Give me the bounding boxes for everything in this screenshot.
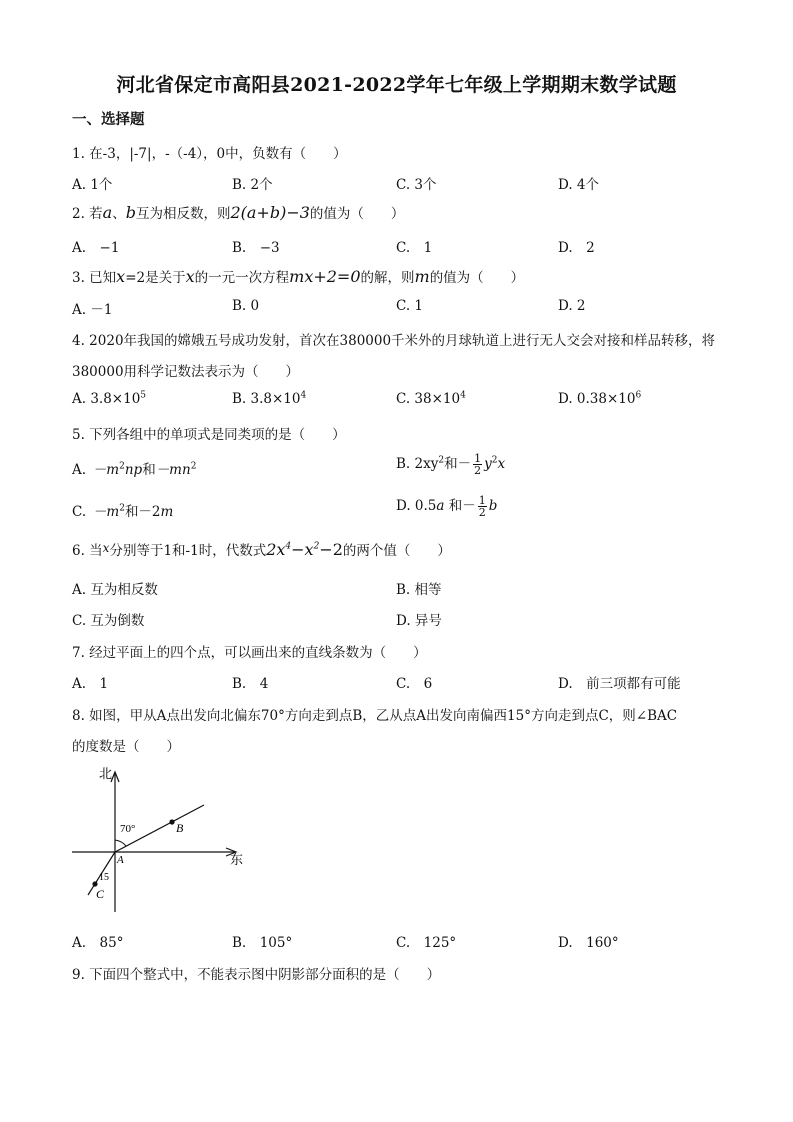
q3-option-c: C. 1 xyxy=(396,298,424,314)
question-5-stem: 5. 下列各组中的单项式是同类项的是（ ） xyxy=(72,427,346,443)
q5-d-fraction xyxy=(478,495,487,518)
q2-var-b: b xyxy=(125,203,136,222)
q7-option-c: C. 6 xyxy=(396,676,433,692)
q5-d-term: b xyxy=(488,498,498,514)
q8-option-c: C. 125° xyxy=(396,935,457,951)
q4-option-c xyxy=(396,391,466,407)
question-3-stem xyxy=(72,266,524,286)
q6-expr-part: −x xyxy=(291,540,314,559)
q2-option-b: B. −3 xyxy=(232,240,280,256)
q3-text: 3. 已知 xyxy=(72,270,117,286)
fraction-denominator: 2 xyxy=(474,464,482,477)
question-9-stem: 9. 下面四个整式中，不能表示图中阴影部分面积的是（ ） xyxy=(72,967,441,983)
q7-option-d: D. 前三项都有可能 xyxy=(558,676,681,692)
q7-option-b: B. 4 xyxy=(232,676,269,692)
angle-70-label: 70° xyxy=(120,823,136,835)
question-6-stem xyxy=(72,539,451,559)
q5-a-term: np xyxy=(124,462,143,478)
q5-a-label: A. xyxy=(72,462,87,478)
q6-exp: 2 xyxy=(313,541,320,552)
page-title: 河北省保定市高阳县2021-2022学年七年级上学期期末数学试题 xyxy=(116,74,677,96)
q3-equation: mx+2=0 xyxy=(289,267,361,286)
q6-expression xyxy=(266,540,343,559)
q1-option-c: C. 3个 xyxy=(396,177,437,193)
q5-option-d xyxy=(396,494,497,518)
q1-option-b: B. 2个 xyxy=(232,177,273,193)
north-label: 北 xyxy=(99,767,113,782)
q5-d-and: 和－ xyxy=(444,498,476,514)
q4-option-a-base: A. 3.8×10 xyxy=(72,391,141,407)
point-c-label: C xyxy=(96,887,105,901)
q3-option-d: D. 2 xyxy=(558,298,586,314)
q6-text: 的两个值（ ） xyxy=(342,543,451,559)
q5-d-term: a xyxy=(436,498,445,514)
q5-c-label: C. xyxy=(72,504,87,520)
q3-var-x: x xyxy=(185,267,195,286)
question-8-line-1: 8. 如图，甲从A点出发向北偏东70°方向走到点B，乙从点A出发向南偏西15°方向走到点C，则∠BAC xyxy=(72,708,678,724)
q3-text: 的值为（ ） xyxy=(429,270,525,286)
direction-figure xyxy=(66,760,266,920)
q4-option-b xyxy=(232,391,306,407)
fraction-denominator: 2 xyxy=(478,506,486,519)
q4-option-d xyxy=(558,391,641,407)
point-a-label: A xyxy=(117,854,124,866)
q5-b-label: B. 2xy xyxy=(396,456,439,472)
question-1-stem: 1. 在-3，|-7|，-（-4），0中，负数有（ ） xyxy=(72,146,347,162)
point-b xyxy=(169,819,174,824)
q4-option-d-exp: 6 xyxy=(635,390,642,401)
q5-option-a xyxy=(72,458,196,478)
point-c xyxy=(92,881,97,886)
q5-a-term: －mn xyxy=(155,462,191,478)
q3-text: 的一元一次方程 xyxy=(194,270,290,286)
q5-option-c xyxy=(72,500,173,520)
q1-option-d: D. 4个 xyxy=(558,177,600,193)
q5-c-exp: 2 xyxy=(119,503,125,514)
q4-option-c-base: C. 38×10 xyxy=(396,391,461,407)
q2-option-d: D. 2 xyxy=(558,240,595,256)
q3-text: 的解，则 xyxy=(360,270,415,286)
q8-option-a: A. 85° xyxy=(72,935,124,951)
q2-text: 2. 若 xyxy=(72,206,103,222)
q5-c-term: －m xyxy=(92,504,120,520)
q6-expr-part: 2x xyxy=(266,540,286,559)
question-2-stem xyxy=(72,202,404,222)
q4-option-c-exp: 4 xyxy=(460,390,466,401)
q6-text: 6. 当 xyxy=(72,543,103,559)
q6-exp: 4 xyxy=(285,541,292,552)
q2-text: 互为相反数，则 xyxy=(135,206,231,222)
q5-c-term: m xyxy=(160,504,174,520)
angle-arc-70 xyxy=(115,840,126,846)
fraction-numerator: 1 xyxy=(478,494,486,507)
q2-option-c: C. 1 xyxy=(396,240,433,256)
q6-var-x: x xyxy=(102,541,110,555)
east-label: 东 xyxy=(230,853,244,868)
q6-expr-part: −2 xyxy=(319,540,343,559)
q5-a-and: 和 xyxy=(142,462,156,478)
q5-b-and: 和－ xyxy=(444,456,472,472)
q2-expression: 2(a+b)−3 xyxy=(230,203,310,222)
q1-option-a: A. 1个 xyxy=(72,177,113,193)
q2-text: 、 xyxy=(112,206,126,222)
q3-text: =2是关于 xyxy=(125,270,186,286)
q2-var-a: a xyxy=(102,203,113,222)
fraction-numerator: 1 xyxy=(474,452,482,465)
point-b-label: B xyxy=(176,821,184,835)
q8-option-d: D. 160° xyxy=(558,935,619,951)
question-7-stem: 7. 经过平面上的四个点，可以画出来的直线条数为（ ） xyxy=(72,645,427,661)
q4-option-a-exp: 5 xyxy=(140,390,147,401)
question-4-line-1: 4. 2020年我国的嫦娥五号成功发射，首次在380000千米外的月球轨道上进行无人交会对接和样品转移，将 xyxy=(72,333,716,349)
angle-15-label: 15 xyxy=(99,872,109,883)
q5-d-label: D. 0.5 xyxy=(396,498,437,514)
q6-option-a: A. 互为相反数 xyxy=(72,582,158,598)
q5-b-fraction xyxy=(473,453,482,476)
q5-b-term: y xyxy=(484,456,492,472)
section-heading: 一、选择题 xyxy=(72,111,145,128)
q5-b-exp: 2 xyxy=(491,455,498,466)
q6-text: 分别等于1和-1时，代数式 xyxy=(109,543,267,559)
question-4-line-2: 380000用科学记数法表示为（ ） xyxy=(72,364,300,380)
q5-option-b xyxy=(396,452,505,476)
q4-option-a xyxy=(72,391,146,407)
q6-option-d: D. 异号 xyxy=(396,613,442,629)
q3-option-a: A. －1 xyxy=(72,302,113,318)
q5-a-term: －m xyxy=(92,462,120,478)
q8-option-b: B. 105° xyxy=(232,935,293,951)
q6-option-b: B. 相等 xyxy=(396,582,442,598)
q4-option-d-base: D. 0.38×10 xyxy=(558,391,636,407)
q4-option-b-exp: 4 xyxy=(300,390,307,401)
q5-b-exp: 2 xyxy=(438,455,445,466)
q3-var-m: m xyxy=(414,267,430,286)
q5-b-term: x xyxy=(497,456,506,472)
q2-text: 的值为（ ） xyxy=(309,206,405,222)
q6-option-c: C. 互为倒数 xyxy=(72,613,145,629)
q2-option-a: A. −1 xyxy=(72,240,120,256)
question-8-line-2: 的度数是（ ） xyxy=(72,739,180,755)
q3-option-b: B. 0 xyxy=(232,298,260,314)
q5-a-exp: 2 xyxy=(119,461,125,472)
q5-a-exp: 2 xyxy=(190,461,197,472)
q7-option-a: A. 1 xyxy=(72,676,109,692)
q4-option-b-base: B. 3.8×10 xyxy=(232,391,301,407)
q3-var-x: x xyxy=(116,267,126,286)
q5-c-and: 和－2 xyxy=(124,504,161,520)
